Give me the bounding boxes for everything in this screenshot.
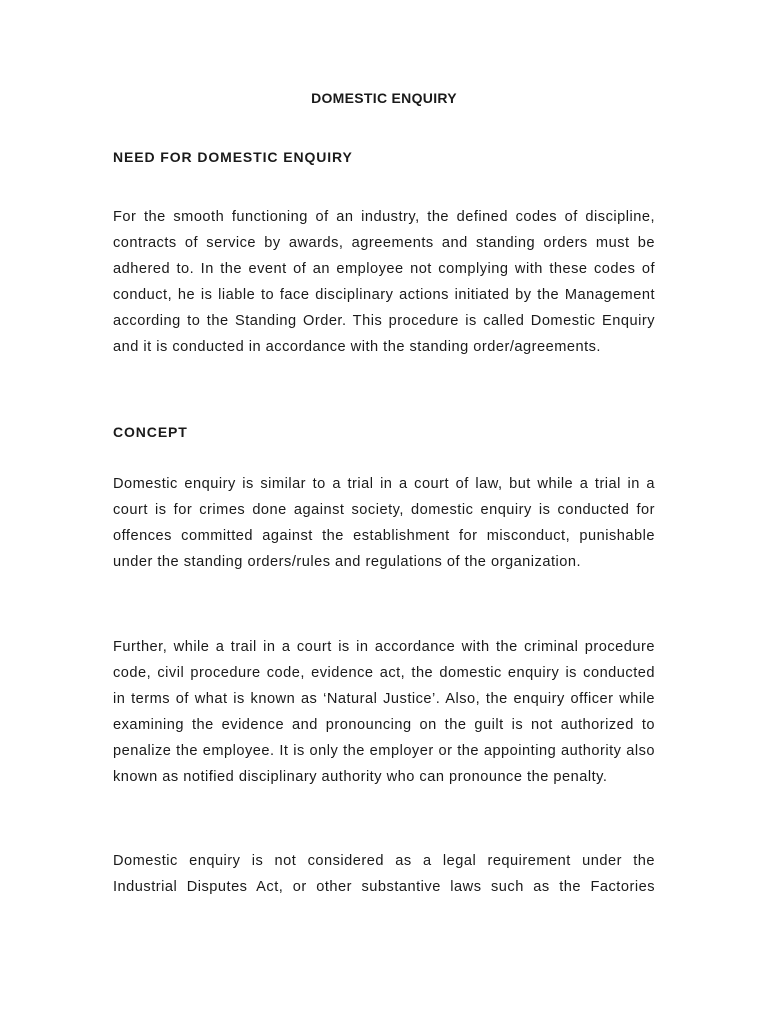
section-heading-need: NEED FOR DOMESTIC ENQUIRY [113,149,353,165]
document-title: DOMESTIC ENQUIRY [311,90,457,106]
paragraph-concept-2: Further, while a trail in a court is in accordance with the criminal procedure code, civil procedure code, evidence act, the domestic enquiry is conducted in terms of what is known as ‘Natural Justice’. Also, the enquiry officer while examining the evidence and pronouncing on the guilt is not authorized to penalize the employee. It is only the employer or the appointing authority also known as notified disciplinary authority who can pronounce the penalty. [113,639,655,785]
paragraph-concept-3: Domestic enquiry is not considered as a legal requirement under the Industrial Disputes Act, or other substantive laws such as the Factories [113,853,655,895]
paragraph-concept-1: Domestic enquiry is similar to a trial in a court of law, but while a trial in a court is for crimes done against society, domestic enquiry is conducted for offences committed against the establishment for misconduct, punishable under the standing orders/rules and regulations of the organization. [113,476,655,570]
section-heading-concept: CONCEPT [113,424,188,440]
paragraph-need-1: For the smooth functioning of an industry, the defined codes of discipline, contracts of service by awards, agreements and standing orders must be adhered to. In the event of an employee not complying with these codes of conduct, he is liable to face disciplinary actions initiated by the Management according to the Standing Order. This procedure is called Domestic Enquiry and it is conducted in accordance with the standing order/agreements. [113,209,655,355]
